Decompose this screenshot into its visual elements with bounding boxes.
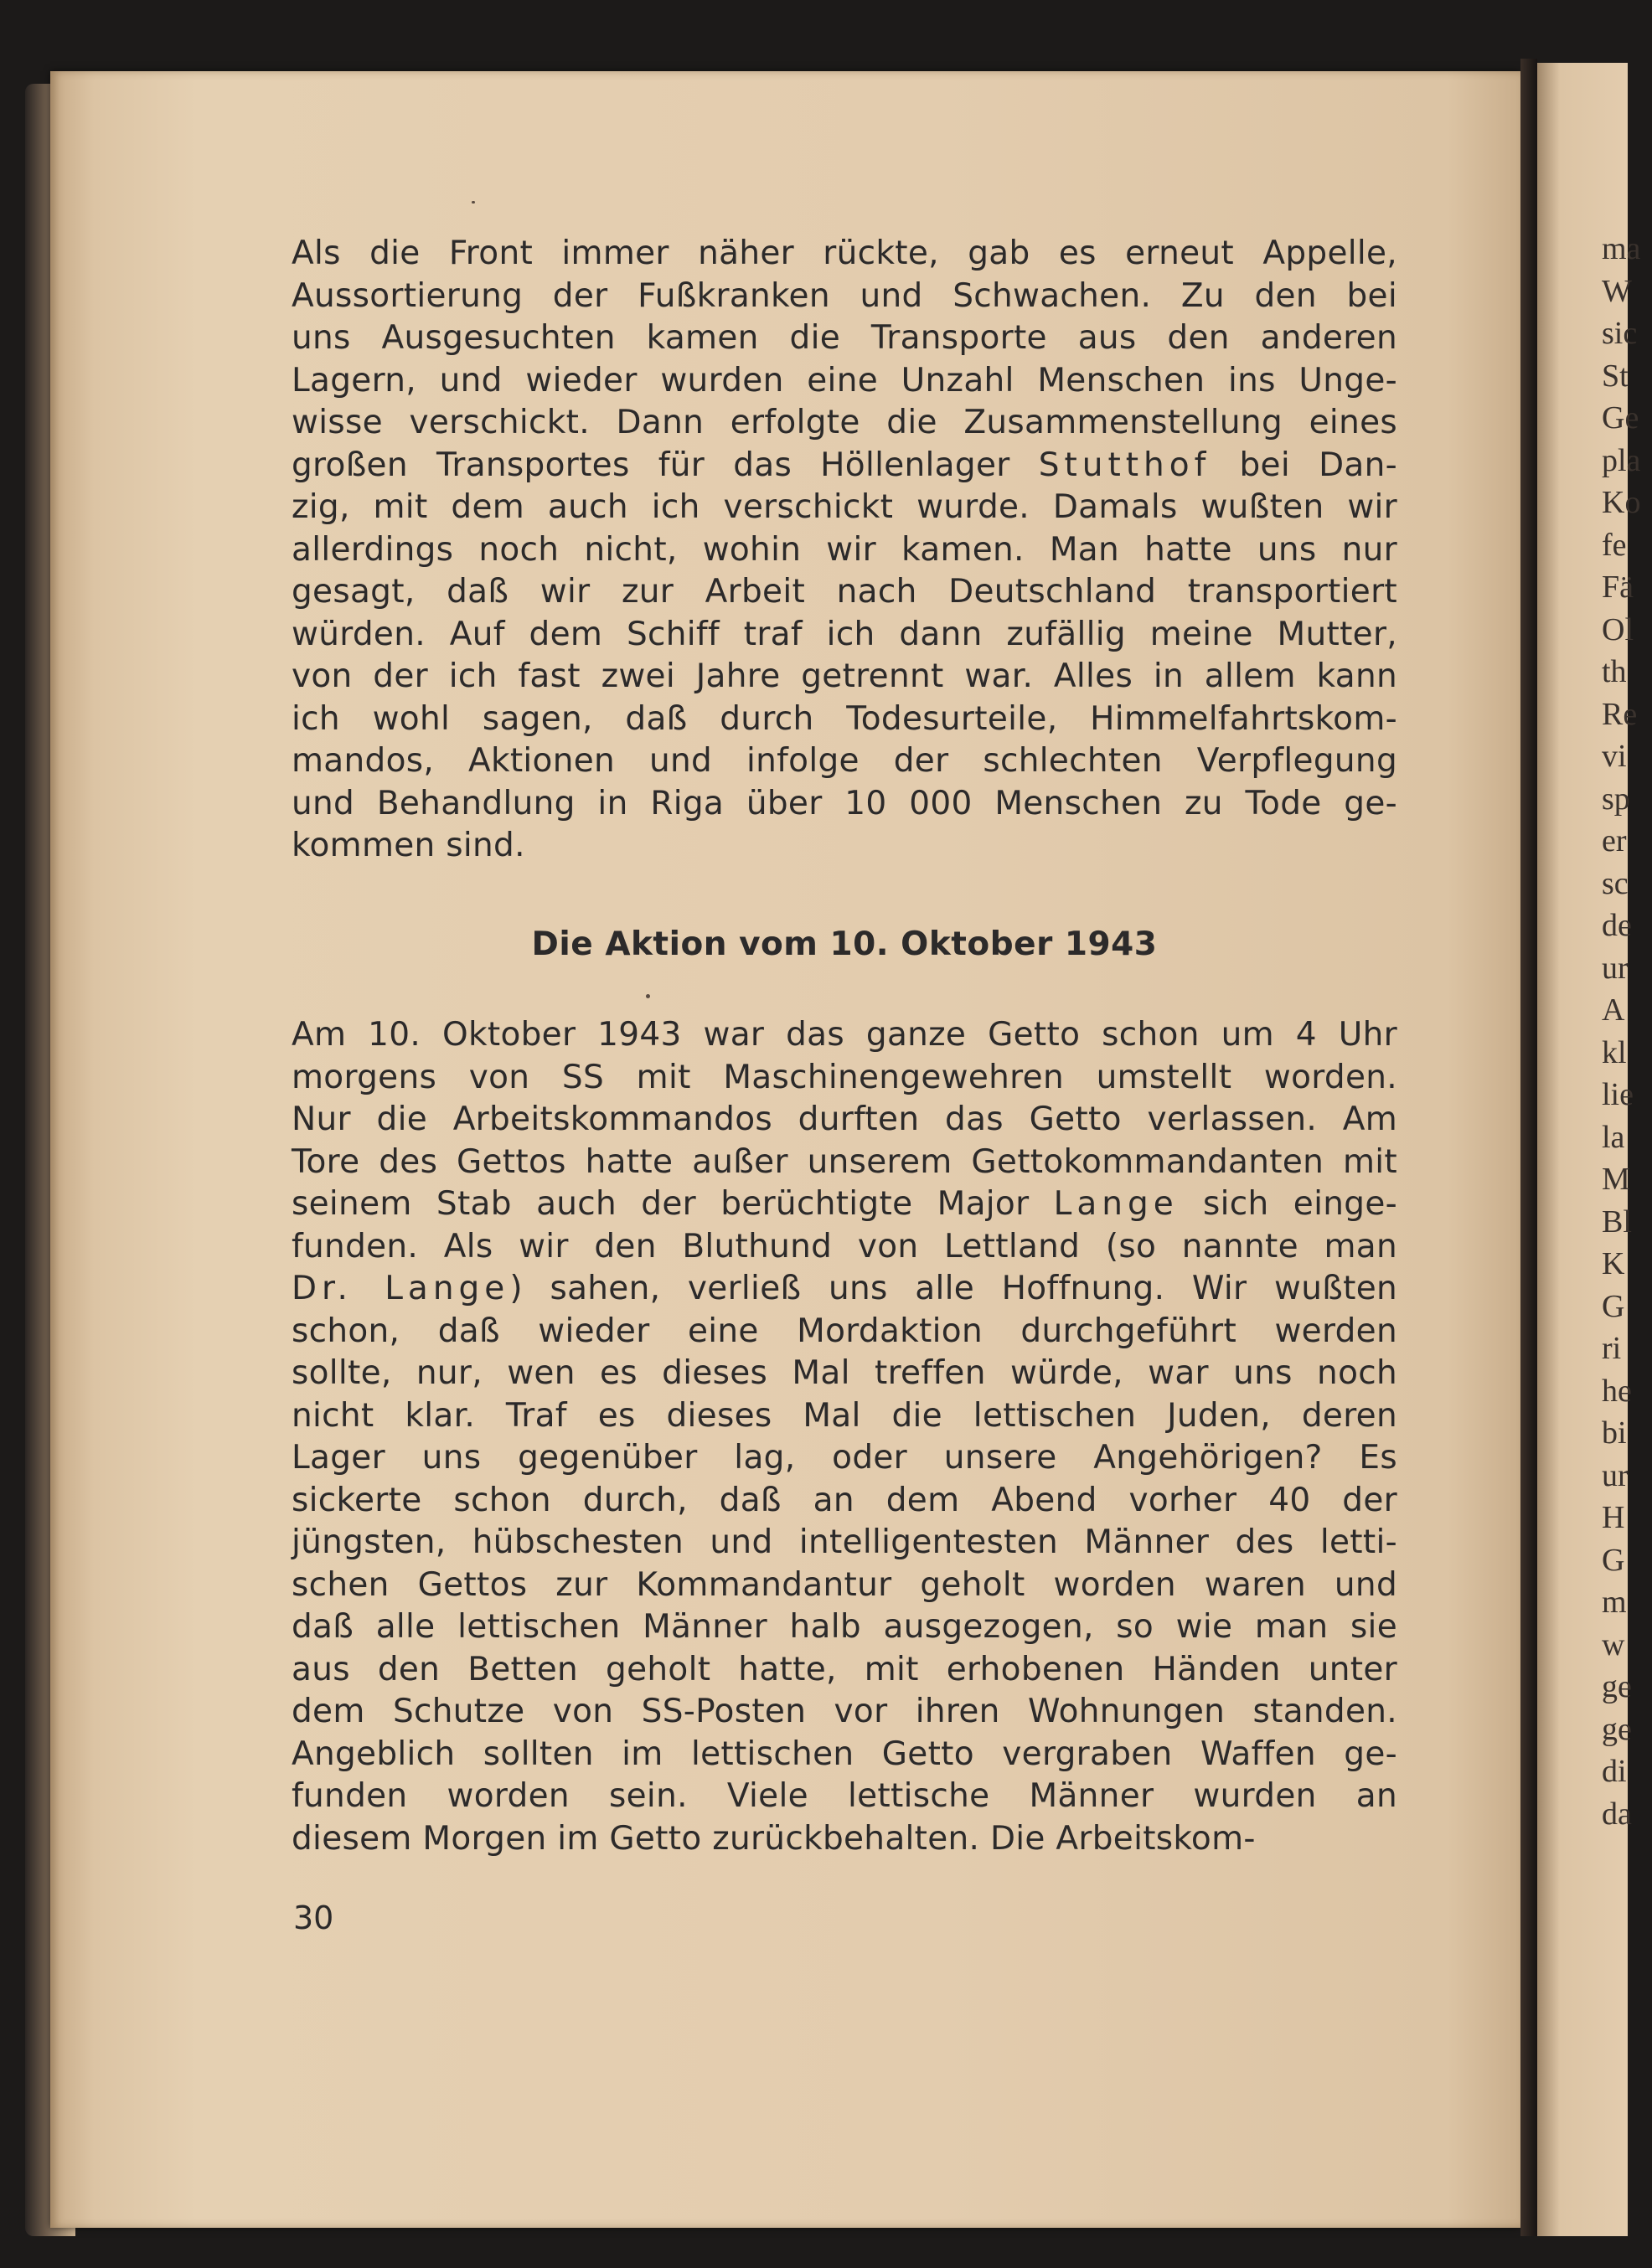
facing-line-fragment: er xyxy=(1602,823,1627,858)
text-line: kommen sind. xyxy=(292,827,525,864)
facing-line-fragment: pla xyxy=(1602,442,1641,478)
facing-line-fragment: sic xyxy=(1602,316,1638,351)
facing-line-fragment: G xyxy=(1602,1542,1625,1578)
facing-line-fragment: ge xyxy=(1602,1711,1632,1747)
paragraph-2 xyxy=(292,1014,1397,1860)
text-line xyxy=(292,1183,1397,1226)
facing-line-fragment: St xyxy=(1602,358,1629,394)
text-line: Aussortierung der Fußkranken und Schwachen. Zu den bei xyxy=(292,276,1397,315)
facing-line-fragment: W xyxy=(1602,273,1632,309)
text-fragment: seinem Stab auch der berüchtigte Major xyxy=(292,1185,1054,1223)
text-line: Lagern, und wieder wurden eine Unzahl Menschen ins Unge- xyxy=(292,361,1397,399)
text-line: gesagt, daß wir zur Arbeit nach Deutschland transportiert xyxy=(292,573,1397,611)
facing-line-fragment: A xyxy=(1602,992,1625,1028)
section-heading: Die Aktion vom 10. Oktober 1943 xyxy=(531,925,1158,963)
facing-line-fragment: sp xyxy=(1602,781,1630,817)
text-line: jüngsten, hübschesten und intelligentesten Männer des letti- xyxy=(292,1523,1397,1561)
facing-line-fragment: lie xyxy=(1602,1077,1634,1112)
book-gutter xyxy=(1520,59,1537,2236)
text-line: nicht klar. Traf es dieses Mal die lettischen Juden, deren xyxy=(292,1396,1397,1435)
facing-line-fragment: M xyxy=(1602,1162,1630,1197)
facing-page-text xyxy=(1602,228,1652,1835)
facing-line-fragment: bi xyxy=(1602,1415,1627,1451)
speck-mark xyxy=(472,201,475,204)
facing-line-fragment: ge xyxy=(1602,1669,1632,1704)
text-line: und Behandlung in Riga über 10 000 Menschen zu Tode ge- xyxy=(292,784,1397,822)
facing-line-fragment: ri xyxy=(1602,1331,1622,1366)
facing-line-fragment: H xyxy=(1602,1500,1625,1535)
text-line: von der ich fast zwei Jahre getrennt war. Alles in allem kann xyxy=(292,657,1397,695)
facing-line-fragment: th xyxy=(1602,654,1627,689)
text-fragment: bei Dan- xyxy=(1211,446,1397,484)
text-line xyxy=(292,1268,1397,1311)
text-line: diesem Morgen im Getto zurückbehalten. Die Arbeitskom- xyxy=(292,1819,1256,1858)
facing-line-fragment: m xyxy=(1602,1585,1627,1620)
facing-line-fragment: Ko xyxy=(1602,485,1641,520)
facing-line-fragment: Re xyxy=(1602,696,1638,732)
facing-line-fragment: w xyxy=(1602,1626,1625,1662)
paragraph-1 xyxy=(292,233,1397,868)
facing-line-fragment: da xyxy=(1602,1796,1632,1832)
text-line: mandos, Aktionen und infolge der schlechten Verpflegung xyxy=(292,742,1397,780)
text-line: allerdings noch nicht, wohin wir kamen. Man hatte uns nur xyxy=(292,530,1397,569)
text-fragment: ) sahen, verließ uns alle Hoffnung. Wir wußten xyxy=(509,1270,1397,1307)
facing-line-fragment: fe xyxy=(1602,527,1627,563)
text-line: würden. Auf dem Schiff traf ich dann zufällig meine Mutter, xyxy=(292,615,1397,653)
text-line: sollte, nur, wen es dieses Mal treffen würde, war uns noch xyxy=(292,1354,1397,1392)
text-line: sickerte schon durch, daß an dem Abend vorher 40 der xyxy=(292,1481,1397,1519)
facing-line-fragment: G xyxy=(1602,1288,1625,1324)
text-line: aus den Betten geholt hatte, mit erhobenen Händen unter xyxy=(292,1650,1397,1688)
facing-line-fragment: Ge xyxy=(1602,400,1639,436)
page-number: 30 xyxy=(293,1899,334,1936)
text-line: uns Ausgesuchten kamen die Transporte aus den anderen xyxy=(292,319,1397,357)
facing-line-fragment: la xyxy=(1602,1119,1625,1155)
facing-line-fragment: di xyxy=(1602,1754,1627,1789)
facing-line-fragment: K xyxy=(1602,1246,1625,1281)
text-line: morgens von SS mit Maschinengewehren umstellt worden. xyxy=(292,1058,1397,1096)
speck-mark xyxy=(646,994,650,998)
text-line: schon, daß wieder eine Mordaktion durchgeführt werden xyxy=(292,1312,1397,1350)
emphasized-name: Stutthof xyxy=(1038,446,1211,484)
text-fragment: großen Transportes für das Höllenlager xyxy=(292,446,1039,484)
text-line: Am 10. Oktober 1943 war das ganze Getto schon um 4 Uhr xyxy=(292,1016,1397,1054)
text-line: Lager uns gegenüber lag, oder unsere Angehörigen? Es xyxy=(292,1439,1397,1477)
facing-line-fragment: he xyxy=(1602,1373,1632,1409)
facing-line-fragment: kl xyxy=(1602,1034,1627,1070)
facing-line-fragment: vi xyxy=(1602,739,1627,774)
facing-line-fragment: Bl xyxy=(1602,1204,1632,1240)
text-line: dem Schutze von SS-Posten vor ihren Wohnungen standen. xyxy=(292,1693,1397,1730)
facing-line-fragment: ur xyxy=(1602,950,1629,986)
facing-line-fragment: sc xyxy=(1602,865,1629,901)
text-line: ich wohl sagen, daß durch Todesurteile, Himmelfahrtskom- xyxy=(292,699,1397,738)
text-line: zig, mit dem auch ich verschickt wurde. Damals wußten wir xyxy=(292,488,1397,526)
text-line: Als die Front immer näher rückte, gab es erneut Appelle, xyxy=(292,235,1397,272)
text-line: Tore des Gettos hatte außer unserem Gettokommandanten mit xyxy=(292,1142,1397,1181)
text-line: Angeblich sollten im lettischen Getto vergraben Waffen ge- xyxy=(292,1735,1397,1773)
text-line: funden worden sein. Viele lettische Männer wurden an xyxy=(292,1777,1397,1815)
text-fragment: sich einge- xyxy=(1178,1185,1397,1223)
text-line: Nur die Arbeitskommandos durften das Getto verlassen. Am xyxy=(292,1100,1397,1138)
text-line: wisse verschickt. Dann erfolgte die Zusammenstellung eines xyxy=(292,404,1397,441)
facing-line-fragment: de xyxy=(1602,908,1632,943)
facing-line-fragment: ma xyxy=(1602,231,1641,266)
emphasized-name: Lange xyxy=(1053,1185,1179,1223)
facing-line-fragment: Ol xyxy=(1602,611,1634,647)
text-line: schen Gettos zur Kommandantur geholt worden waren und xyxy=(292,1565,1397,1604)
emphasized-name: Dr. Lange xyxy=(292,1270,510,1307)
facing-line-fragment: Fä xyxy=(1602,570,1634,605)
text-line xyxy=(292,445,1397,487)
facing-line-fragment: ur xyxy=(1602,1457,1629,1493)
text-line: daß alle lettischen Männer halb ausgezogen, so wie man sie xyxy=(292,1608,1397,1646)
text-line: funden. Als wir den Bluthund von Lettland (so nannte man xyxy=(292,1227,1397,1265)
